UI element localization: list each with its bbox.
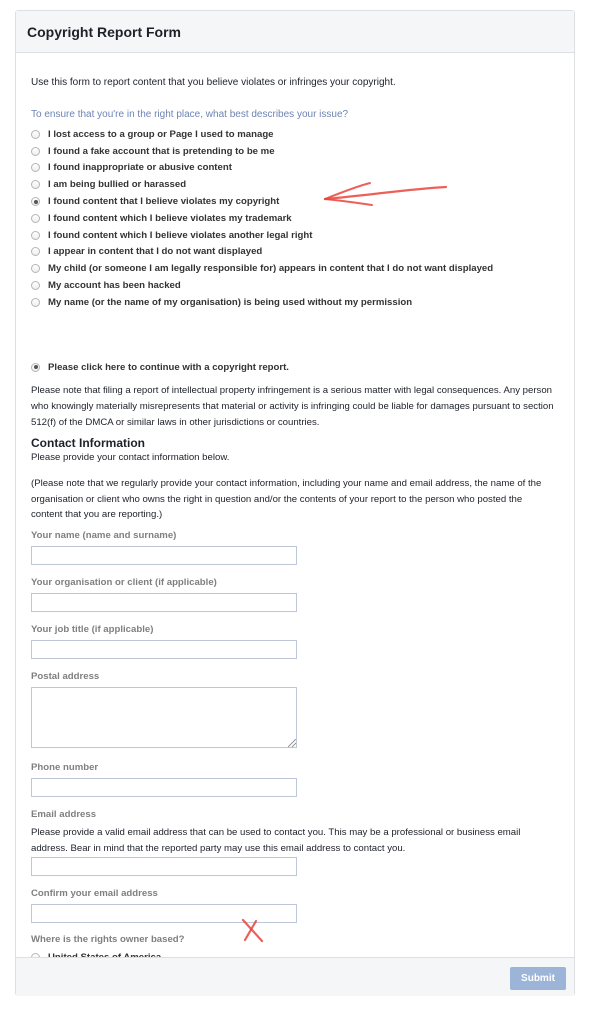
name-input[interactable] [31, 546, 297, 565]
issue-option-inappropriate[interactable] [31, 160, 493, 177]
contact-section-title: Contact Information [31, 436, 145, 450]
email-input[interactable] [31, 857, 297, 876]
issue-options [31, 126, 493, 311]
radio-button[interactable] [31, 281, 40, 290]
issue-option-child[interactable] [31, 260, 493, 277]
continue-copyright-option[interactable] [31, 359, 289, 376]
card-footer [16, 957, 574, 996]
radio-button[interactable] [31, 247, 40, 256]
legal-notice: Please note that filing a report of intellectual property infringement is a serious matter with legal consequences. Any person who knowingly materially misrepresents that material or activity is infringing could be liable for damages pursuant to section 512(f) of the DMCA or similar laws in other jurisdictions or countries. [31, 385, 554, 428]
radio-button[interactable] [31, 214, 40, 223]
issue-option-copyright[interactable] [31, 193, 493, 210]
textarea-resize-handle[interactable] [288, 739, 296, 747]
job-title-input[interactable] [31, 640, 297, 659]
option-label: I found content which I believe violates my trademark [48, 212, 292, 224]
radio-button-selected[interactable] [31, 363, 40, 372]
issue-option-other-right[interactable] [31, 227, 493, 244]
email-help-text: Please provide a valid email address that can be used to contact you. This may be a professional or business email address. Bear in mind that the reported party may use this email address to contact you. [31, 827, 521, 854]
option-label: I lost access to a group or Page I used to manage [48, 128, 274, 140]
job-title-label: Your job title (if applicable) [31, 624, 154, 635]
organisation-label: Your organisation or client (if applicable) [31, 577, 217, 588]
option-label: I appear in content that I do not want displayed [48, 246, 263, 258]
postal-address-textarea[interactable] [31, 687, 297, 748]
issue-option-name-used[interactable] [31, 294, 493, 311]
confirm-email-input[interactable] [31, 904, 297, 923]
issue-option-trademark[interactable] [31, 210, 493, 227]
name-label: Your name (name and surname) [31, 530, 177, 541]
phone-input[interactable] [31, 778, 297, 797]
radio-button[interactable] [31, 180, 40, 189]
postal-address-label: Postal address [31, 671, 100, 682]
issue-option-lost-access[interactable] [31, 126, 493, 143]
option-label: I found a fake account that is pretending to be me [48, 145, 275, 157]
option-label: My child (or someone I am legally responsible for) appears in content that I do not want displayed [48, 263, 494, 275]
phone-label: Phone number [31, 762, 99, 773]
option-label: My name (or the name of my organisation) is being used without my permission [48, 296, 413, 308]
issue-option-bullied[interactable] [31, 176, 493, 193]
radio-button[interactable] [31, 264, 40, 273]
issue-option-appear-in-content[interactable] [31, 244, 493, 261]
radio-button-selected[interactable] [31, 197, 40, 206]
rights-owner-question: Where is the rights owner based? [31, 934, 185, 945]
issue-question: To ensure that you're in the right place, what best describes your issue? [31, 109, 349, 120]
option-label: I found content that I believe violates my copyright [48, 196, 280, 208]
contact-section-subtitle: Please provide your contact information below. [31, 452, 230, 463]
option-label: Please click here to continue with a copyright report. [48, 361, 289, 373]
radio-button[interactable] [31, 130, 40, 139]
issue-option-fake-account[interactable] [31, 143, 493, 160]
submit-button[interactable]: Submit [510, 967, 566, 990]
intro-text: Use this form to report content that you believe violates or infringes your copyright. [31, 77, 396, 88]
contact-privacy-note: (Please note that we regularly provide your contact information, including your name and email address, the name of the organisation or client who owns the right in question and/or the contents of your report to the person who posted the content that you are reporting.) [31, 478, 542, 521]
radio-button[interactable] [31, 298, 40, 307]
option-label: I found content which I believe violates another legal right [48, 229, 313, 241]
option-label: My account has been hacked [48, 280, 181, 292]
confirm-email-label: Confirm your email address [31, 888, 158, 899]
option-label: I am being bullied or harassed [48, 179, 187, 191]
card-header [16, 11, 574, 53]
email-label: Email address [31, 809, 97, 820]
form-title: Copyright Report Form [27, 24, 181, 40]
radio-button[interactable] [31, 231, 40, 240]
radio-button[interactable] [31, 147, 40, 156]
organisation-input[interactable] [31, 593, 297, 612]
copyright-report-card [15, 10, 575, 996]
radio-button[interactable] [31, 163, 40, 172]
option-label: I found inappropriate or abusive content [48, 162, 232, 174]
issue-option-hacked[interactable] [31, 277, 493, 294]
